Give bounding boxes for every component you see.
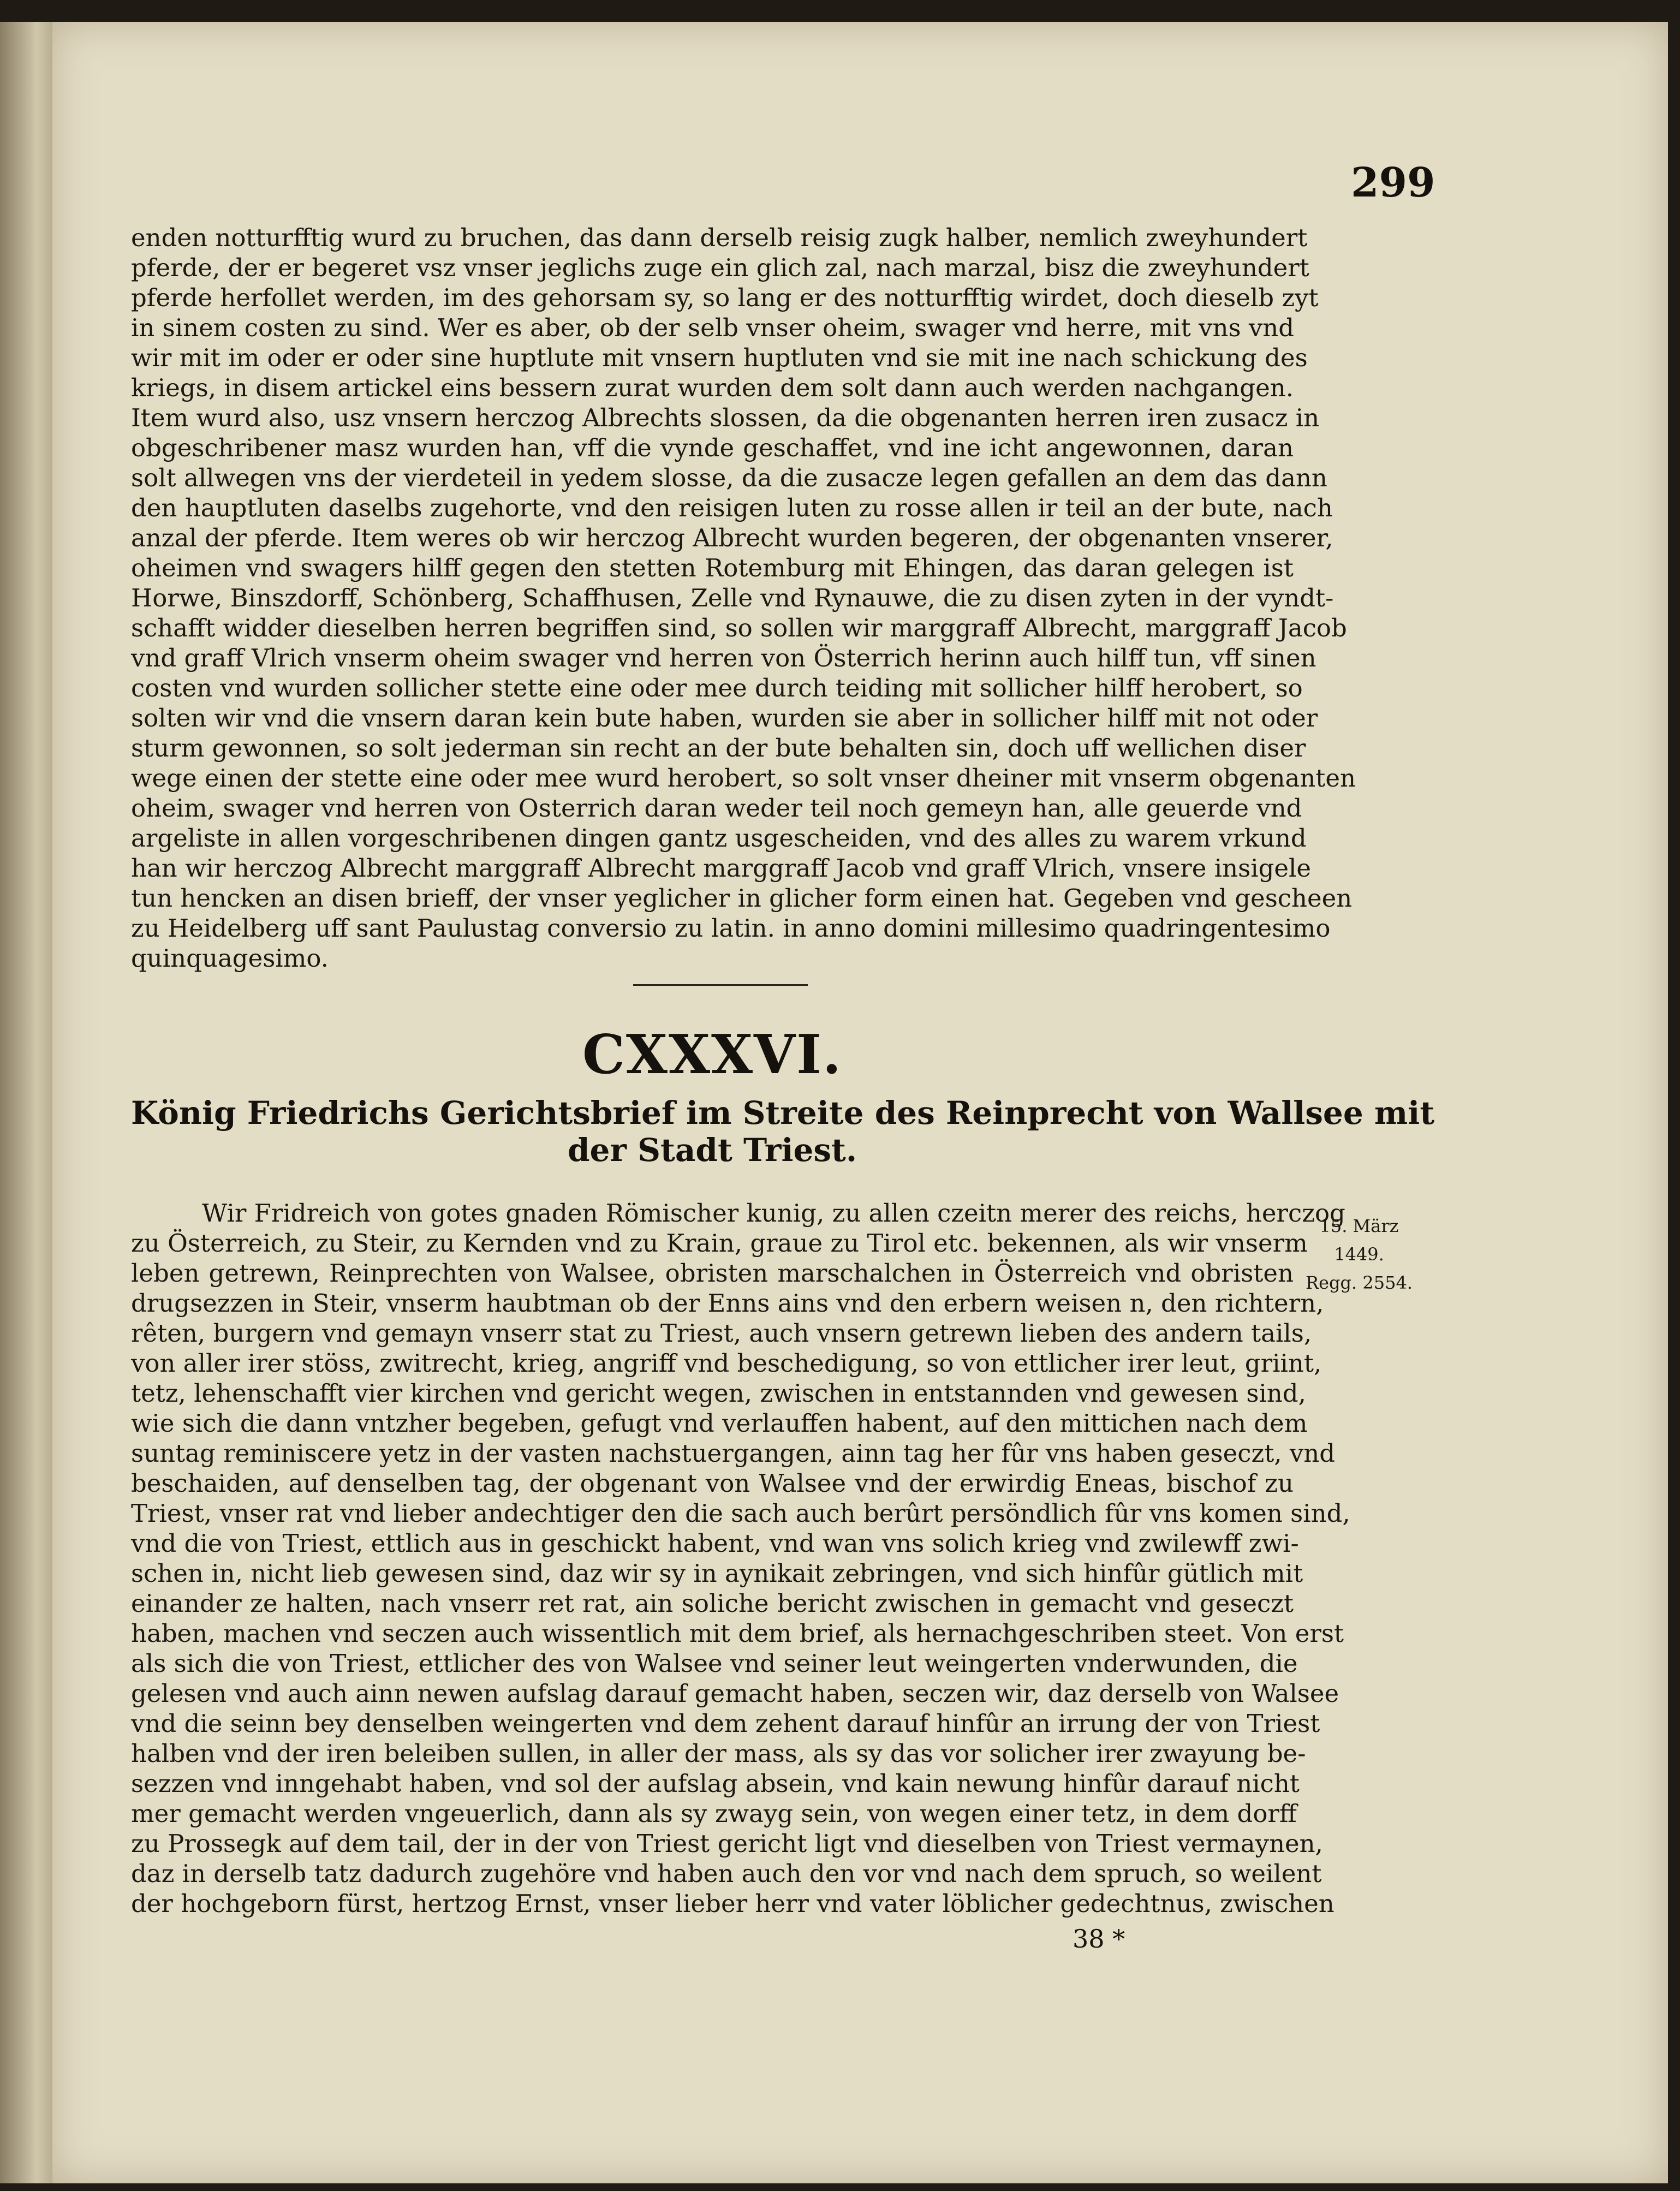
section-divider <box>633 984 808 986</box>
text-line: in sinem costen zu sind. Wer es aber, ob der selb vnser oheim, swager vnd herre, mit vns vnd <box>131 313 1295 342</box>
text-line: solt allwegen vns der vierdeteil in yedem slosse, da die zusacze legen gefallen an dem das dann <box>131 463 1327 492</box>
text-line: daz in derselb tatz dadurch zugehöre vnd haben auch den vor vnd nach dem spruch, so weilent <box>131 1859 1322 1888</box>
facing-page-edge <box>0 22 52 2183</box>
text-line: wir mit im oder er oder sine huptlute mit vnsern huptluten vnd sie mit ine nach schickung des <box>131 343 1308 372</box>
text-line: zu Prossegk auf dem tail, der in der von Triest gericht ligt vnd dieselben von Triest vermaynen, <box>131 1829 1323 1858</box>
text-line: vnd die seinn bey denselben weingerten vnd dem zehent darauf hinfûr an irrung der von Triest <box>131 1709 1320 1738</box>
text-line: quinquagesimo. <box>131 944 329 973</box>
chapter-number: CXXXVI. <box>582 1023 843 1086</box>
text-line: von aller irer stöss, zwitrecht, krieg, angriff vnd beschedigung, so von ettlicher irer leut, griint, <box>131 1349 1322 1378</box>
text-line: gelesen vnd auch ainn newen aufslag darauf gemacht haben, seczen wir, daz derselb von Walsee <box>131 1679 1339 1708</box>
text-line: Horwe, Binszdorff, Schönberg, Schaffhusen, Zelle vnd Rynauwe, die zu disen zyten in der vyndt- <box>131 584 1334 612</box>
text-line: sezzen vnd inngehabt haben, vnd sol der aufslag absein, vnd kain newung hinfûr darauf nicht <box>131 1769 1300 1798</box>
text-line: der hochgeborn fürst, hertzog Ernst, vnser lieber herr vnd vater löblicher gedechtnus, zwischen <box>131 1889 1335 1918</box>
margin-regest: Regg. 2554. <box>1306 1272 1413 1293</box>
body-text <box>131 1198 1350 1919</box>
text-line: Item wurd also, usz vnsern herczog Albrechts slossen, da die obgenanten herren iren zusacz in <box>131 403 1320 432</box>
text-line: vnd graff Vlrich vnserm oheim swager vnd herren von Österrich herinn auch hilff tun, vff sinen <box>131 644 1316 672</box>
text-line: zu Heidelberg uff sant Paulustag conversio zu latin. in anno domini millesimo quadringentesimo <box>131 914 1331 943</box>
document-title <box>131 1094 1435 1169</box>
title-line-2: der Stadt Triest. <box>567 1132 857 1169</box>
margin-year: 1449. <box>1334 1244 1384 1265</box>
text-line: costen vnd wurden sollicher stette eine oder mee durch teiding mit sollicher hilff herobert, so <box>131 674 1303 702</box>
text-line: sturm gewonnen, so solt jederman sin recht an der bute behalten sin, doch uff wellichen diser <box>131 734 1306 763</box>
text-line: als sich die von Triest, ettlicher des von Walsee vnd seiner leut weingerten vnderwunden, die <box>131 1649 1298 1678</box>
text-line: mer gemacht werden vngeuerlich, dann als sy zwayg sein, von wegen einer tetz, in dem dorff <box>131 1799 1297 1828</box>
text-line: schen in, nicht lieb gewesen sind, daz wir sy in aynikait zebringen, vnd sich hinfûr gütlich mit <box>131 1559 1303 1588</box>
text-line: pferde herfollet werden, im des gehorsam sy, so lang er des notturfftig wirdet, doch dieselb zyt <box>131 283 1319 312</box>
text-line: schafft widder dieselben herren begriffen sind, so sollen wir marggraff Albrecht, marggraff Jacob <box>131 614 1347 642</box>
text-line: beschaiden, auf denselben tag, der obgenant von Walsee vnd der erwirdig Eneas, bischof zu <box>131 1469 1294 1498</box>
title-line-1: König Friedrichs Gerichtsbrief im Streite des Reinprecht von Wallsee mit <box>131 1094 1435 1132</box>
text-line: halben vnd der iren beleiben sullen, in aller der mass, als sy das vor solicher irer zwayung be- <box>131 1739 1306 1768</box>
text-line: Triest, vnser rat vnd lieber andechtiger den die sach auch berûrt persöndlich fûr vns komen sind, <box>131 1499 1350 1528</box>
text-line: anzal der pferde. Item weres ob wir herczog Albrecht wurden begeren, der obgenanten vnserer, <box>131 523 1333 552</box>
text-line: rêten, burgern vnd gemayn vnserr stat zu Triest, auch vnsern getrewn lieben des andern tails, <box>131 1319 1312 1348</box>
text-line: den hauptluten daselbs zugehorte, vnd den reisigen luten zu rosse allen ir teil an der bute, nach <box>131 493 1333 522</box>
text-line: haben, machen vnd seczen auch wissentlich mit dem brief, als hernachgeschriben steet. Von erst <box>131 1619 1344 1648</box>
page-number: 299 <box>1351 159 1435 206</box>
text-line: vnd die von Triest, ettlich aus in geschickt habent, vnd wan vns solich krieg vnd zwilewff zwi- <box>131 1529 1299 1558</box>
signature-mark: 38 * <box>1073 1924 1125 1954</box>
text-line: Wir Fridreich von gotes gnaden Römischer kunig, zu allen czeitn merer des reichs, herczog <box>202 1199 1345 1228</box>
text-line: oheim, swager vnd herren von Osterrich daran weder teil noch gemeyn han, alle geuerde vnd <box>131 794 1302 823</box>
text-line: solten wir vnd die vnsern daran kein bute haben, wurden sie aber in sollicher hilff mit not oder <box>131 704 1318 733</box>
text-line: zu Österreich, zu Steir, zu Kernden vnd zu Krain, graue zu Tirol etc. bekennen, als wir vnserm <box>131 1229 1308 1258</box>
text-line: enden notturfftig wurd zu bruchen, das dann derselb reisig zugk halber, nemlich zweyhundert <box>131 223 1308 252</box>
margin-date: 15. März <box>1319 1216 1399 1236</box>
text-line: obgeschribener masz wurden han, vff die vynde geschaffet, vnd ine icht angewonnen, daran <box>131 433 1294 462</box>
text-line: wie sich die dann vntzher begeben, gefugt vnd verlauffen habent, auf den mittichen nach dem <box>131 1409 1308 1438</box>
text-line: han wir herczog Albrecht marggraff Albrecht marggraff Jacob vnd graff Vlrich, vnsere insigele <box>131 854 1312 883</box>
text-line: argeliste in allen vorgeschribenen dingen gantz usgescheiden, vnd des alles zu warem vrkund <box>131 824 1307 853</box>
text-line: oheimen vnd swagers hilff gegen den stetten Rotemburg mit Ehingen, das daran gelegen ist <box>131 553 1294 582</box>
text-line: wege einen der stette eine oder mee wurd herobert, so solt vnser dheiner mit vnserm obgenanten <box>131 764 1356 793</box>
text-line: suntag reminiscere yetz in der vasten nachstuergangen, ainn tag her fûr vns haben geseczt, vnd <box>131 1439 1336 1468</box>
text-line: pferde, der er begeret vsz vnser jeglichs zuge ein glich zal, nach marzal, bisz die zweyhundert <box>131 253 1309 282</box>
text-line: leben getrewn, Reinprechten von Walsee, obristen marschalchen in Österreich vnd obristen <box>131 1259 1294 1288</box>
text-line: tetz, lehenschafft vier kirchen vnd gericht wegen, zwischen in entstannden vnd gewesen sind, <box>131 1379 1306 1408</box>
continuation-text <box>131 223 1356 973</box>
text-line: tun hencken an disen brieff, der vnser yeglicher in glicher form einen hat. Gegeben vnd gescheen <box>131 884 1353 913</box>
text-line: einander ze halten, nach vnserr ret rat, ain soliche bericht zwischen in gemacht vnd geseczt <box>131 1589 1294 1618</box>
text-line: kriegs, in disem artickel eins bessern zurat wurden dem solt dann auch werden nachgangen. <box>131 373 1294 402</box>
text-line: drugsezzen in Steir, vnserm haubtman ob der Enns ains vnd den erbern weisen n, den richtern, <box>131 1289 1324 1318</box>
